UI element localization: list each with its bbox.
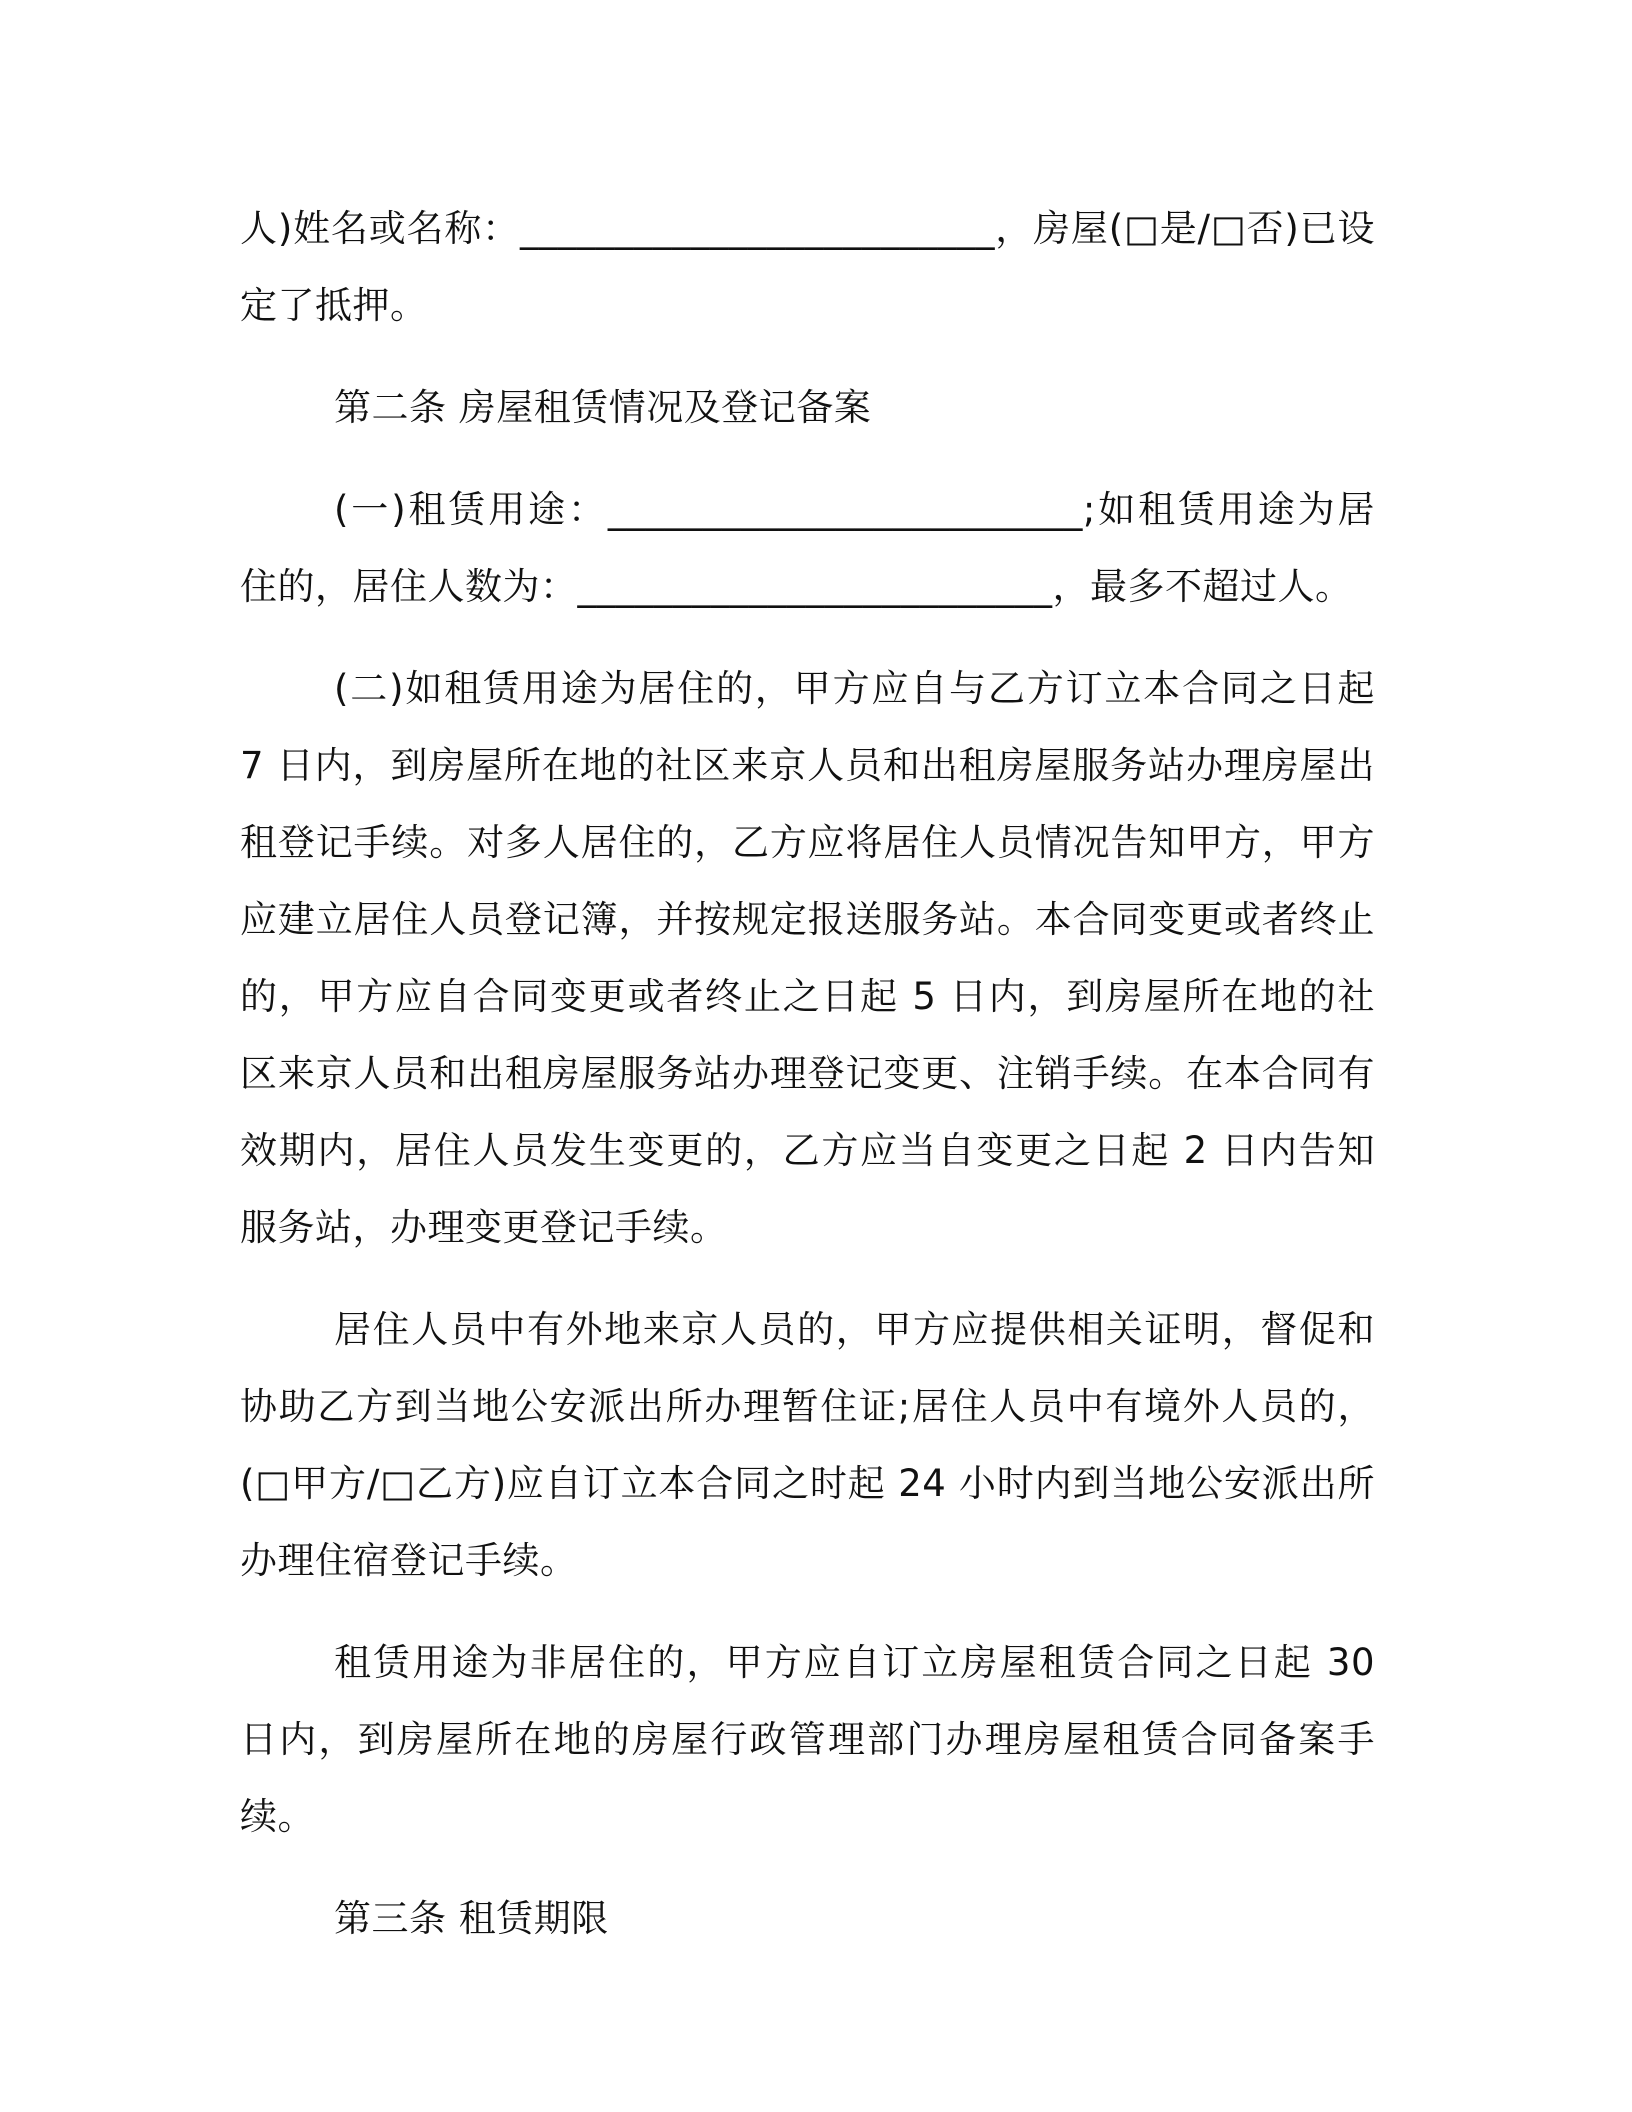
- section-heading-article-2: 第二条 房屋租赁情况及登记备案: [334, 386, 872, 429]
- paragraph-lease-purpose: (一)租赁用途：_________________________;如租赁用途为居住的，居住人数为：_________________________，最多不超过人。: [240, 488, 1375, 608]
- paragraph-nonresidential-filing: 租赁用途为非居住的，甲方应自订立房屋租赁合同之日起 30 日内，到房屋所在地的房屋行政管理部门办理房屋租赁合同备案手续。: [240, 1641, 1375, 1838]
- paragraph-nonlocal-residents: 居住人员中有外地来京人员的，甲方应提供相关证明，督促和协助乙方到当地公安派出所办理暂住证;居住人员中有境外人员的，(□甲方/□乙方)应自订立本合同之时起 24 小时内到当地公安派出所办理住宿登记手续。: [240, 1308, 1375, 1582]
- document-page: [240, 190, 1375, 1957]
- paragraph-residential-registration: (二)如租赁用途为居住的，甲方应自与乙方订立本合同之日起 7 日内，到房屋所在地的社区来京人员和出租房屋服务站办理房屋出租登记手续。对多人居住的，乙方应将居住人员情况告知甲方，甲方应建立居住人员登记簿，并按规定报送服务站。本合同变更或者终止的，甲方应自合同变更或者终止之日起 5 日内，到房屋所在地的社区来京人员和出租房屋服务站办理登记变更、注销手续。在本合同有效期内，居住人员发生变更的，乙方应当自变更之日起 2 日内告知服务站，办理变更登记手续。: [240, 667, 1375, 1249]
- section-heading-article-3: 第三条 租赁期限: [334, 1897, 609, 1940]
- paragraph-mortgage-clause: 人)姓名或名称：_________________________，房屋(□是/□否)已设定了抵押。: [240, 207, 1375, 327]
